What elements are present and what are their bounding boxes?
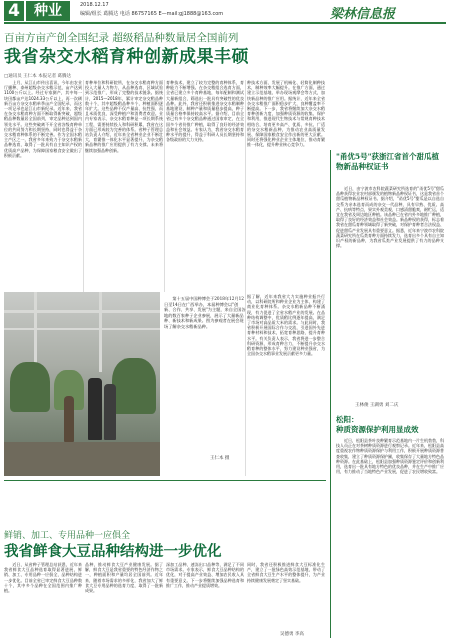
issue-date: 2018.12.17 — [80, 2, 109, 8]
expo-photo — [4, 292, 160, 476]
bottom-story-signature: 吴德勇 李高 — [280, 632, 304, 637]
sidebar-signature-1: 王林俊 王湖勇 刘二庆 — [355, 403, 399, 408]
top-story-column-1: 上月，从江山市传出喜讯，今年由农业厅播种、泰州超级杂交水稻示范，亩产达到1100公斤以上。经过专家测产，其中每一块田都亩产达1024.33公斤以上，再一次刷新百亩方杂交水稻单季亩产全国纪录，而这一项记录也是江山市新纪录。近年来，我省在杂交水稻育种方面不断取得新突破，超级稻品种数量居全国前列，审定品种达到国内领先水平。这些突破离不开全省各级育种单位的共同努力和长期坚持，同时也得益于杂交水稻育种体系的不断完善。作为全国水稻主产区之一，我省多年来致力于杂交水稻新品种选育，取得了一批具有自主知识产权的优质高产品种，为保障国家粮食安全做出了积极贡献。 — [4, 80, 82, 158]
page-number: 4 — [4, 1, 24, 21]
bottom-story-column-2: 品种，推动鲜食大豆产业健康发展。据了解，鲜食大豆是我省重要的特色经济作物之一，种植面积和产量均居全国前列。近年来，随着市场需求的多样化，我省加大了鲜食大豆专用品种的选育力度，取得了一批新成果。 — [85, 562, 163, 594]
story-divider — [4, 480, 326, 481]
top-story-column-3: 育种技术，建立了较为完整的育种体系，育种能力不断增强。在杂交稻组合选育方面，全省已建立多个育种基地，每年配制和测试大量新组合，筛选出一批具有突破性的优良品种。此外，我省还积极推进杂交水稻制种基地建设，制种产量和质量稳步提高，种子质量合格率保持较高水平。据介绍，目前全省已有多个杂交稻品种通过国家审定，在全国多个省份推广种植，取得了良好的经济效益和社会效益。专家认为，我省杂交水稻育种水平的提升，得益于科研人员长期坚持和各级政府的大力支持。 — [166, 80, 244, 143]
top-story-column-2: 育种单位和科研院所，在杂交水稻育种方面投入大量人力物力，从品种选育、区域试验到示范推广，形成了完整的技术链条。据统计，2015—2018年，累计审定杂交稻品种数十个，其中超级稻品种多个，种植面积逐年扩大。这些品种不仅产量高、抗性强，而且米质优良，深受种植户和消费者欢迎。业内专家表示，杂交水稻育种是一项长期系统工程，需要持续投入和科研积累，我省在这方面已形成较为完善的体系。省种子管理总站负责人介绍，近年来全省种业企业不断壮大，育繁推一体化水平显著提升，为杂交稻新品种的推广应用提供了有力支撑。未来将继续加强品种创新。 — [85, 80, 163, 153]
column-divider — [164, 80, 165, 292]
top-story-headline: 我省杂交水稻育种创新成果丰硕 — [4, 47, 249, 67]
header-divider — [4, 22, 446, 24]
bottom-story-kicker: 鲜销、加工、专用品种一应俱全 — [4, 531, 131, 541]
sidebar-body-1: 近日，由宁波市农科院蔬菜研究所选育的"甬优5号"甜瓜品种获得农业农村部颁发的植物新品种权证书，这是我省首个甜瓜植物新品种权证书。据介绍，"甬优5号"甜瓜是以自选自交系为亲本选育而成的杂交一代品种，具有早熟、优质、高产、抗病等特点，果实外观美观，口感清甜脆爽，耐贮运，适宜在我省及周边地区种植。该品种已在省内外多地推广种植，取得了良好的经济效益和社会效益。新品种权的获得，标志着我省在甜瓜育种领域取得了新突破，对保护育种者合法权益、促进甜瓜产业发展具有重要意义。据悉，近年来宁波市农科院蔬菜研究所在瓜类育种方面持续发力，选育出多个具有自主知识产权的新品种，为我省瓜类产业发展提供了有力的品种支撑。 — [336, 186, 444, 249]
section-title: 种业 — [26, 1, 70, 21]
bottom-story-column-3: 深加工品种、速冻出口品种等，满足了不同市场需求。专家表示，鲜食大豆品种结构的优化，对于提高产业效益、增加农民收入具有重要意义。下一步将继续加强品种选育和推广工作，推动产业提质增效。 — [166, 562, 244, 588]
sidebar-headline-2-line-2: 种质资源保护利用显成效 — [336, 425, 419, 434]
top-story-kicker: 百亩方亩产创全国纪录 超级稻品种数量居全国前列 — [4, 32, 239, 44]
bottom-story-column-1: 近日，从省种子管理总站获悉，近年来我省鲜食大豆品种选育取得显著进展，鲜销、加工、专用品种一应俱全，品种结构进一步优化。目前全省已审定鲜食大豆品种数十个，其中多个品种在全国范围内推广种植。 — [4, 562, 82, 594]
sidebar-headline-1: "甬优5号"获浙江省首个甜瓜植物新品种权证书 — [336, 152, 440, 171]
masthead-logo: 梁林信息报 — [330, 7, 396, 22]
photo-credit: 王仁本 摄 — [210, 456, 230, 461]
sidebar-headline-2-line-1: 松阳： — [336, 415, 359, 424]
sidebar-body-2: 近日，松阳县茶叶良种繁育示范基地内一片生机勃勃，科技人员正在对茶树种质资源进行观察记录。近年来，松阳县高度重视农作物种质资源保护与利用工作，积极开展种质资源普查收集，建立了种质资源保护圃，收集保存了大量地方特色品种资源。在此基础上，松阳县加强种质资源鉴定评价和创新利用，选育出一批具有地方特色的优良品种，并在生产中推广应用，有力推动了当地特色产业发展，促进了农民增收致富。 — [336, 438, 444, 475]
top-story-byline: □通讯员 王仁本 本报记者 葛腾达 — [4, 74, 72, 79]
top-story-column-4: 种技术方面，发展了机械化、轻简化制种技术，制种效率大幅提升。在推广方面，通过建立示范基地、举办现场观摩会等方式，加快新品种的推广应用。据统计，近年来全省杂交水稻推广面积稳步扩大，良种覆盖率不断提高。下一步，我省将继续加大杂交水稻育种创新力度，加强种质资源的收集、保护和利用，推进现代生物技术与常规育种技术相结合，培育更多高产、优质、多抗、广适的杂交水稻新品种，为推动农业高质量发展、保障国家粮食安全作出新的更大贡献。同时还将强化种业企业主体地位，推动育繁推一体化，提升种业核心竞争力。 — [247, 80, 325, 148]
bottom-story-column-4: 同时，我省还积极推进鲜食大豆标准化生产，建立了一批绿色高效示范基地，带动了全省鲜食大豆生产水平的整体提升，为产业持续健康发展奠定了坚实基础。 — [247, 562, 325, 583]
editor-info: 编辑/组长 葛腾达 电话 86757165 E—mail:gj1888@163.com — [80, 11, 224, 17]
bottom-story-headline: 我省鲜食大豆品种结构进一步优化 — [4, 543, 222, 560]
photo-caption: 第十五届中国种博会于2018年12月12日至14日在广西举办，本届种博会以"创新、合作、共享、发展"为主题，来自全国各地的数百家种子企业参展，展示了大量新品种、新技术和新成果。图为参观者在展会现场了解杂交水稻新品种。 — [164, 296, 246, 329]
top-story-column-4-continued: 据了解，近年来我省大力实施种业振兴行动，以科研院所和种业企业为主体，构建了商业化育种体系。杂交水稻新品种不断涌现，有力促进了全省水稻产业的发展。在品种结构调整中，优质稻比例逐年提高，满足了市场对高品质大米的需求。与此同时，我省积极开展国际合作与交流，引进国外先进育种材料和技术，拓宽育种思路，提升育种水平。有关负责人表示，我省将进一步整合科研资源，形成育种合力，不断提升杂交水稻育种的整体水平，努力建设种业强省，为全国杂交水稻事业发展贡献更多力量。 — [247, 294, 325, 357]
